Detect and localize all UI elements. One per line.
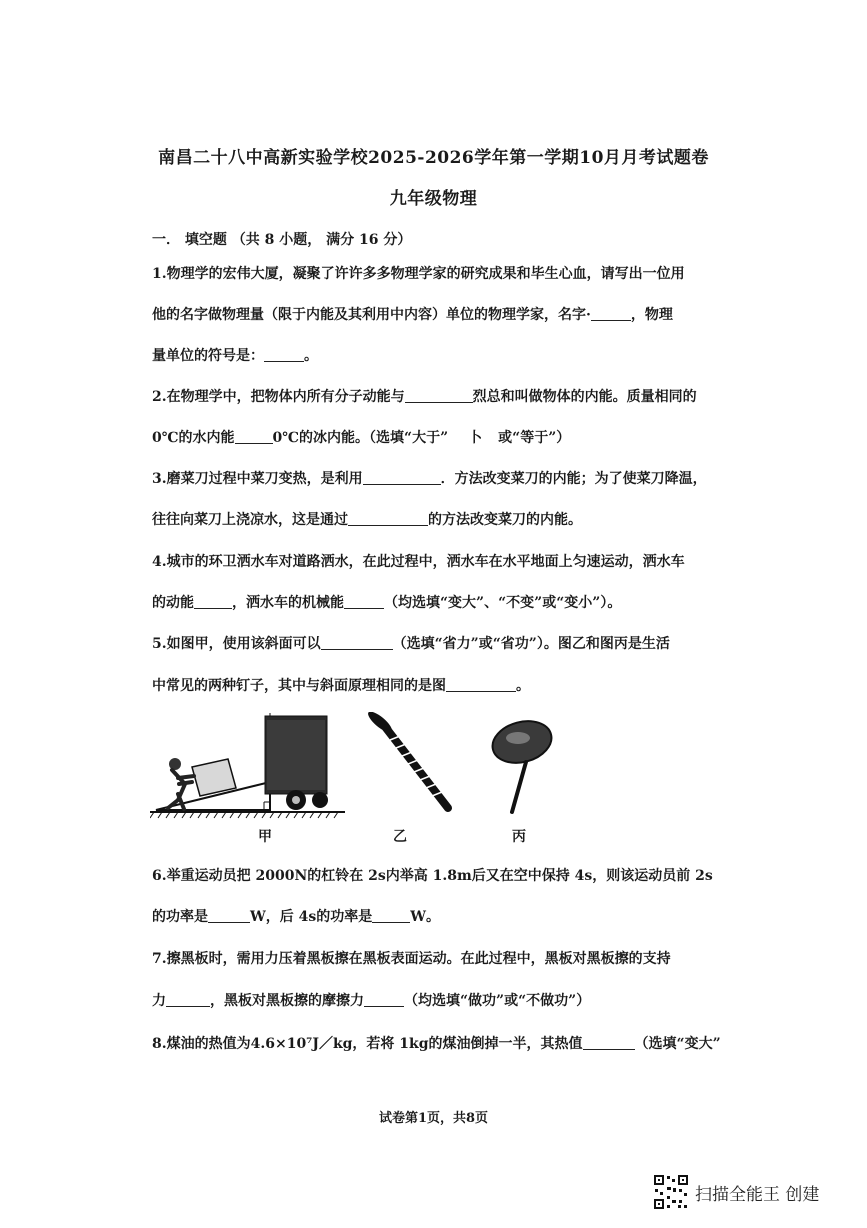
q2-line1	[152, 387, 712, 407]
q4-text-2c: （均选填“变大”、“不变”或“变小”）。	[384, 595, 622, 611]
q2-text-2d: 或“等于”）	[498, 430, 571, 446]
q2-text-2b: 0℃的冰内能。（选填“大于”	[272, 430, 449, 446]
q2-text-1b: 烈总和叫做物体的内能。质量相同的	[472, 389, 697, 405]
q1-blank-name[interactable]	[591, 306, 631, 321]
watermark-text: 扫描全能王 创建	[695, 1184, 820, 1205]
q1-blank-symbol[interactable]	[264, 347, 304, 362]
q4-line1	[152, 552, 712, 572]
q2-blank-2[interactable]	[235, 429, 273, 444]
q6-blank-1[interactable]	[208, 908, 250, 923]
q1-line3	[152, 346, 712, 366]
q5-blank-2[interactable]	[446, 677, 516, 692]
q2-text-1a: 2.在物理学中，把物体内所有分子动能与	[152, 389, 405, 405]
q2-text-2c: 卜	[468, 430, 483, 446]
q3-blank-2[interactable]	[348, 511, 428, 526]
q5-text-1b: （选填“省力”或“省功”）。图乙和图丙是生活	[392, 636, 670, 652]
q7-text-2b: ，黑板对黑板擦的摩擦力	[210, 993, 364, 1009]
q5-text-1a: 5.如图甲，使用该斜面可以	[152, 636, 321, 652]
q5-text-2b: 。	[516, 678, 530, 694]
q5-blank-1[interactable]	[321, 635, 393, 650]
q2-line2	[152, 428, 712, 448]
q1-text-3a: 量单位的符号是：	[152, 348, 264, 364]
q1-text-3b: 。	[304, 348, 318, 364]
screw-figure	[365, 712, 448, 808]
q7-text-2c: （均选填“做功”或“不做功”）	[404, 993, 591, 1009]
q3-blank-1[interactable]	[363, 470, 441, 485]
q5-line1	[152, 634, 712, 654]
q8-text-1b: （选填“变大”	[634, 1036, 721, 1052]
q3-text-1b: ．方法改变菜刀的内能；为了使菜刀降温，	[440, 471, 707, 487]
q3-line2	[152, 510, 712, 530]
q6-text-2c: W。	[410, 909, 440, 925]
q3-text-2a: 往往向菜刀上浇凉水，这是通过	[152, 512, 348, 528]
figure-label-b: 乙	[393, 829, 407, 845]
q6-line1	[152, 866, 712, 886]
q2-text-2a: 0℃的水内能	[152, 430, 235, 446]
q4-blank-1[interactable]	[194, 594, 232, 609]
q8-text-1a: 8.煤油的热值为4.6×10⁷J／kg，若将 1kg的煤油倒掉一半，其热值	[152, 1036, 583, 1052]
q7-text-2a: 力	[152, 993, 166, 1009]
q4-blank-2[interactable]	[344, 594, 384, 609]
q2-blank-1[interactable]	[405, 388, 473, 403]
page-footer: 试卷第1页，共8页	[378, 1111, 489, 1126]
ramp-figure	[150, 712, 345, 818]
q4-text-1: 4.城市的环卫洒水车对道路洒水，在此过程中，洒水车在水平地面上匀速运动，洒水车	[152, 554, 685, 570]
q1-text-1: 1.物理学的宏伟大厦，凝聚了许许多多物理学家的研究成果和毕生心血，请写出一位用	[152, 266, 685, 282]
q1-text-2a: 他的名字做物理量（限于内能及其利用中内容）单位的物理学家，名字·	[152, 307, 591, 323]
q7-line1	[152, 949, 712, 969]
figure-label-c: 丙	[512, 829, 526, 845]
q5-line2	[152, 676, 712, 696]
qr-code-icon	[653, 1174, 689, 1210]
q8-blank-1[interactable]	[583, 1035, 635, 1050]
q7-blank-2[interactable]	[364, 992, 404, 1007]
exam-subtitle: 九年级物理	[389, 189, 478, 209]
thumbtack-figure	[488, 715, 556, 812]
q7-text-1: 7.擦黑板时，需用力压着黑板擦在黑板表面运动。在此过程中，黑板对黑板擦的支持	[152, 951, 671, 967]
section-heading: 一． 填空题 （共 8 小题， 满分 16 分）	[152, 232, 412, 248]
q4-line2	[152, 593, 712, 613]
q6-text-2b: W，后 4s的功率是	[250, 909, 373, 925]
q7-line2	[152, 991, 712, 1011]
q5-figure	[150, 712, 710, 852]
q4-text-2b: ，洒水车的机械能	[232, 595, 344, 611]
q3-text-1a: 3.磨菜刀过程中菜刀变热，是利用	[152, 471, 363, 487]
q6-blank-2[interactable]	[372, 908, 410, 923]
q3-text-2b: 的方法改变菜刀的内能。	[428, 512, 582, 528]
q3-line1	[152, 469, 712, 489]
q5-text-2a: 中常见的两种钉子，其中与斜面原理相同的是图	[152, 678, 446, 694]
q1-line1	[152, 264, 712, 284]
q6-text-2a: 的功率是	[152, 909, 208, 925]
q8-line1	[152, 1034, 721, 1054]
figure-label-a: 甲	[258, 829, 272, 845]
q6-text-1: 6.举重运动员把 2000N的杠铃在 2s内举高 1.8m后又在空中保持 4s，则该运动员前 2s	[152, 868, 713, 884]
q1-line2	[152, 305, 712, 325]
q7-blank-1[interactable]	[166, 992, 210, 1007]
q4-text-2a: 的动能	[152, 595, 194, 611]
q1-text-2b: ，物理	[630, 307, 673, 323]
q6-line2	[152, 907, 712, 927]
scanner-watermark	[653, 1172, 819, 1212]
exam-title: 南昌二十八中高新实验学校2025-2026学年第一学期10月月考试题卷	[158, 148, 709, 168]
